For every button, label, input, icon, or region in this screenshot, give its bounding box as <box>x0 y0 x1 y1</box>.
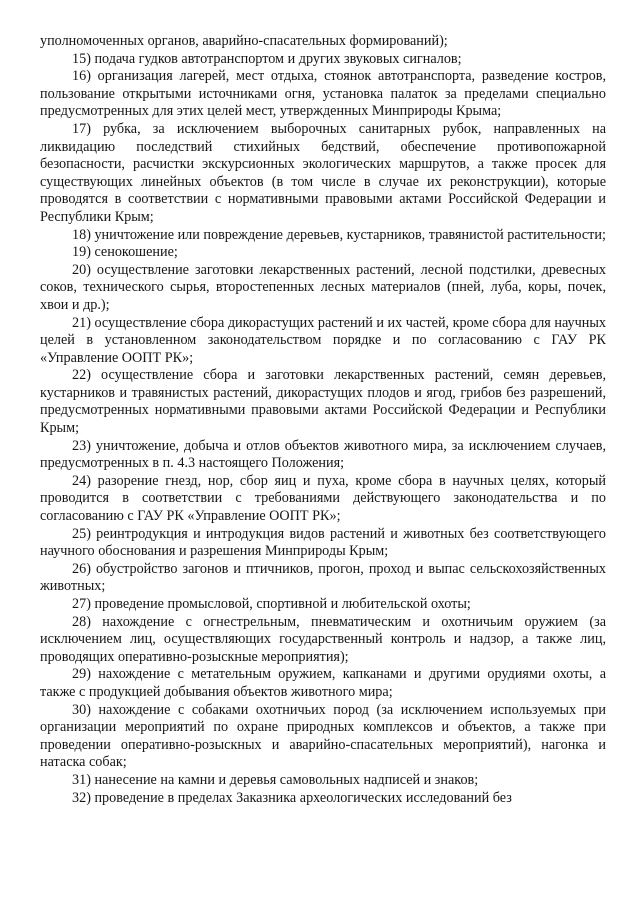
paragraph-item-17: 17) рубка, за исключением выборочных санитарных рубок, направленных на ликвидацию последствий стихийных бедствий, обеспечение противопожарной безопасности, расчистки экскурсионных экологических маршрутов, а также просек для существующих линейных объектов (в том числе в случае их реконструкции), которые проводятся в соответствии с нормативными правовыми актами Российской Федерации и Республики Крым; <box>40 120 606 225</box>
paragraph-item-27: 27) проведение промысловой, спортивной и любительской охоты; <box>72 596 471 612</box>
paragraph-item-32: 32) проведение в пределах Заказника археологических исследований без <box>72 789 512 806</box>
paragraph-item-26: 26) обустройство загонов и птичников, прогон, проход и выпас сельскохозяйственных животных; <box>40 560 606 595</box>
paragraph-item-25: 25) реинтродукция и интродукция видов растений и животных без соответствующего научного обоснования и разрешения Минприроды Крым; <box>40 525 606 560</box>
paragraph-continuation: уполномоченных органов, аварийно-спасательных формирований); <box>40 33 448 49</box>
paragraph-item-28: 28) нахождение с огнестрельным, пневматическим и охотничьим оружием (за исключением лиц, осуществляющих государственный контроль и надзор, а также лиц, проводящих оперативно-розыскные мероприятия); <box>40 613 606 665</box>
paragraph-item-16: 16) организация лагерей, мест отдыха, стоянок автотранспорта, разведение костров, пользование открытыми источниками огня, установка палаток за пределами специально предусмотренных для этих целей мест, утвержденных Минприроды Крыма; <box>40 68 606 120</box>
paragraph-item-21: 21) осуществление сбора дикорастущих растений и их частей, кроме сбора для научных целей в установленном законодательством порядке и по согласованию с ГАУ РК «Управление ООПТ РК»; <box>40 314 606 366</box>
paragraph-item-23: 23) уничтожение, добыча и отлов объектов животного мира, за исключением случаев, предусмотренных в п. 4.3 настоящего Положения; <box>40 437 606 472</box>
paragraph-item-18: 18) уничтожение или повреждение деревьев, кустарников, травянистой растительности; <box>72 226 606 243</box>
paragraph-item-24: 24) разорение гнезд, нор, сбор яиц и пуха, кроме сбора в научных целях, который проводится в соответствии с требованиями действующего законодательства и по согласованию с ГАУ РК «Управление ООПТ РК»; <box>40 472 606 525</box>
paragraph-item-30: 30) нахождение с собаками охотничьих пород (за исключением используемых при организации мероприятий по охране природных комплексов и объектов, а также при проведении оперативно-розыскных и аварийно-спасательных мероприятий), нагонка и натаска собак; <box>40 701 606 771</box>
paragraph-item-15: 15) подача гудков автотранспортом и других звуковых сигналов; <box>72 50 462 67</box>
paragraph-item-29: 29) нахождение с метательным оружием, капканами и другими орудиями охоты, а также с продукцией добывания объектов животного мира; <box>40 666 606 700</box>
paragraph-item-19: 19) сенокошение; <box>72 244 178 261</box>
paragraph-item-20: 20) осуществление заготовки лекарственных растений, лесной подстилки, древесных соков, технического сырья, второстепенных лесных материалов (пней, луба, коры, почек, хвои и др.); <box>40 261 606 313</box>
paragraph-item-31: 31) нанесение на камни и деревья самовольных надписей и знаков; <box>72 771 479 788</box>
document-page <box>40 33 606 807</box>
paragraph-item-22: 22) осуществление сбора и заготовки лекарственных растений, семян деревьев, кустарников и травянистых растений, дикорастущих плодов и ягод, грибов без разрешений, предусмотренных нормативными правовыми актами Российской Федерации и Республики Крым; <box>40 367 606 437</box>
